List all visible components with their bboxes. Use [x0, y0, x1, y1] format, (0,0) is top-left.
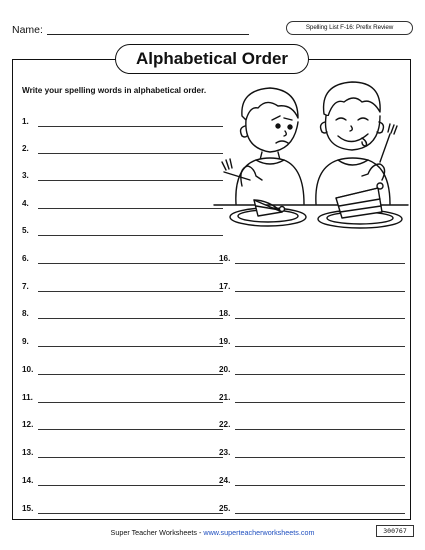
footer-separator: - — [196, 528, 204, 537]
row-number: 21. — [219, 393, 231, 402]
answer-row-16 — [219, 254, 407, 266]
answer-line[interactable] — [38, 318, 223, 319]
answer-row-19 — [219, 337, 407, 349]
answer-line[interactable] — [38, 429, 223, 430]
answer-line[interactable] — [38, 126, 223, 127]
answer-line[interactable] — [235, 263, 405, 264]
answer-line[interactable] — [235, 291, 405, 292]
answer-row-14 — [22, 476, 227, 488]
answer-row-5 — [22, 226, 227, 238]
answer-row-21 — [219, 393, 407, 405]
answer-row-15 — [22, 504, 227, 516]
row-number: 5. — [22, 226, 29, 235]
answer-row-12 — [22, 420, 227, 432]
row-number: 16. — [219, 254, 231, 263]
spelling-list-badge: Spelling List F-16: Prefix Review — [286, 21, 413, 35]
answer-row-4 — [22, 199, 227, 211]
answer-line[interactable] — [38, 485, 223, 486]
answer-line[interactable] — [38, 374, 223, 375]
answer-row-8 — [22, 309, 227, 321]
answer-row-9 — [22, 337, 227, 349]
answer-line[interactable] — [235, 457, 405, 458]
answer-line[interactable] — [235, 346, 405, 347]
row-number: 15. — [22, 504, 34, 513]
row-number: 19. — [219, 337, 231, 346]
answer-line[interactable] — [38, 457, 223, 458]
answer-line[interactable] — [235, 318, 405, 319]
answer-row-23 — [219, 448, 407, 460]
answer-row-2 — [22, 144, 227, 156]
kids-eating-cake-illustration — [212, 76, 410, 244]
footer-site-name: Super Teacher Worksheets — [110, 528, 197, 537]
row-number: 17. — [219, 282, 231, 291]
row-number: 1. — [22, 117, 29, 126]
answer-row-24 — [219, 476, 407, 488]
footer-credit — [0, 528, 425, 537]
row-number: 9. — [22, 337, 29, 346]
instructions-text: Write your spelling words in alphabetical order. — [22, 86, 207, 95]
answer-line[interactable] — [38, 235, 223, 236]
row-number: 18. — [219, 309, 231, 318]
answer-line[interactable] — [38, 208, 223, 209]
answer-line[interactable] — [38, 513, 223, 514]
answer-row-18 — [219, 309, 407, 321]
answer-line[interactable] — [38, 402, 223, 403]
row-number: 13. — [22, 448, 34, 457]
page-title: Alphabetical Order — [115, 44, 309, 74]
row-number: 11. — [22, 393, 33, 402]
name-field-line[interactable] — [47, 34, 249, 35]
row-number: 4. — [22, 199, 29, 208]
answer-line[interactable] — [38, 346, 223, 347]
answer-row-11 — [22, 393, 227, 405]
answer-line[interactable] — [38, 291, 223, 292]
answer-row-10 — [22, 365, 227, 377]
answer-row-7 — [22, 282, 227, 294]
answer-line[interactable] — [235, 374, 405, 375]
answer-line[interactable] — [38, 263, 223, 264]
row-number: 3. — [22, 171, 29, 180]
answer-row-22 — [219, 420, 407, 432]
row-number: 23. — [219, 448, 231, 457]
answer-row-20 — [219, 365, 407, 377]
row-number: 6. — [22, 254, 29, 263]
row-number: 20. — [219, 365, 231, 374]
answer-line[interactable] — [235, 429, 405, 430]
answer-row-25 — [219, 504, 407, 516]
worksheet-code-badge: 300767 — [376, 525, 414, 537]
row-number: 8. — [22, 309, 29, 318]
row-number: 10. — [22, 365, 34, 374]
row-number: 22. — [219, 420, 231, 429]
row-number: 12. — [22, 420, 34, 429]
row-number: 7. — [22, 282, 29, 291]
answer-line[interactable] — [38, 153, 223, 154]
name-label: Name: — [12, 24, 43, 36]
row-number: 14. — [22, 476, 34, 485]
footer-url-link[interactable]: www.superteacherworksheets.com — [203, 528, 315, 537]
row-number: 2. — [22, 144, 29, 153]
answer-line[interactable] — [38, 180, 223, 181]
answer-row-1 — [22, 117, 227, 129]
answer-row-17 — [219, 282, 407, 294]
row-number: 24. — [219, 476, 231, 485]
answer-line[interactable] — [235, 485, 405, 486]
answer-line[interactable] — [235, 513, 405, 514]
answer-row-3 — [22, 171, 227, 183]
answer-line[interactable] — [235, 402, 405, 403]
row-number: 25. — [219, 504, 231, 513]
answer-row-13 — [22, 448, 227, 460]
answer-row-6 — [22, 254, 227, 266]
